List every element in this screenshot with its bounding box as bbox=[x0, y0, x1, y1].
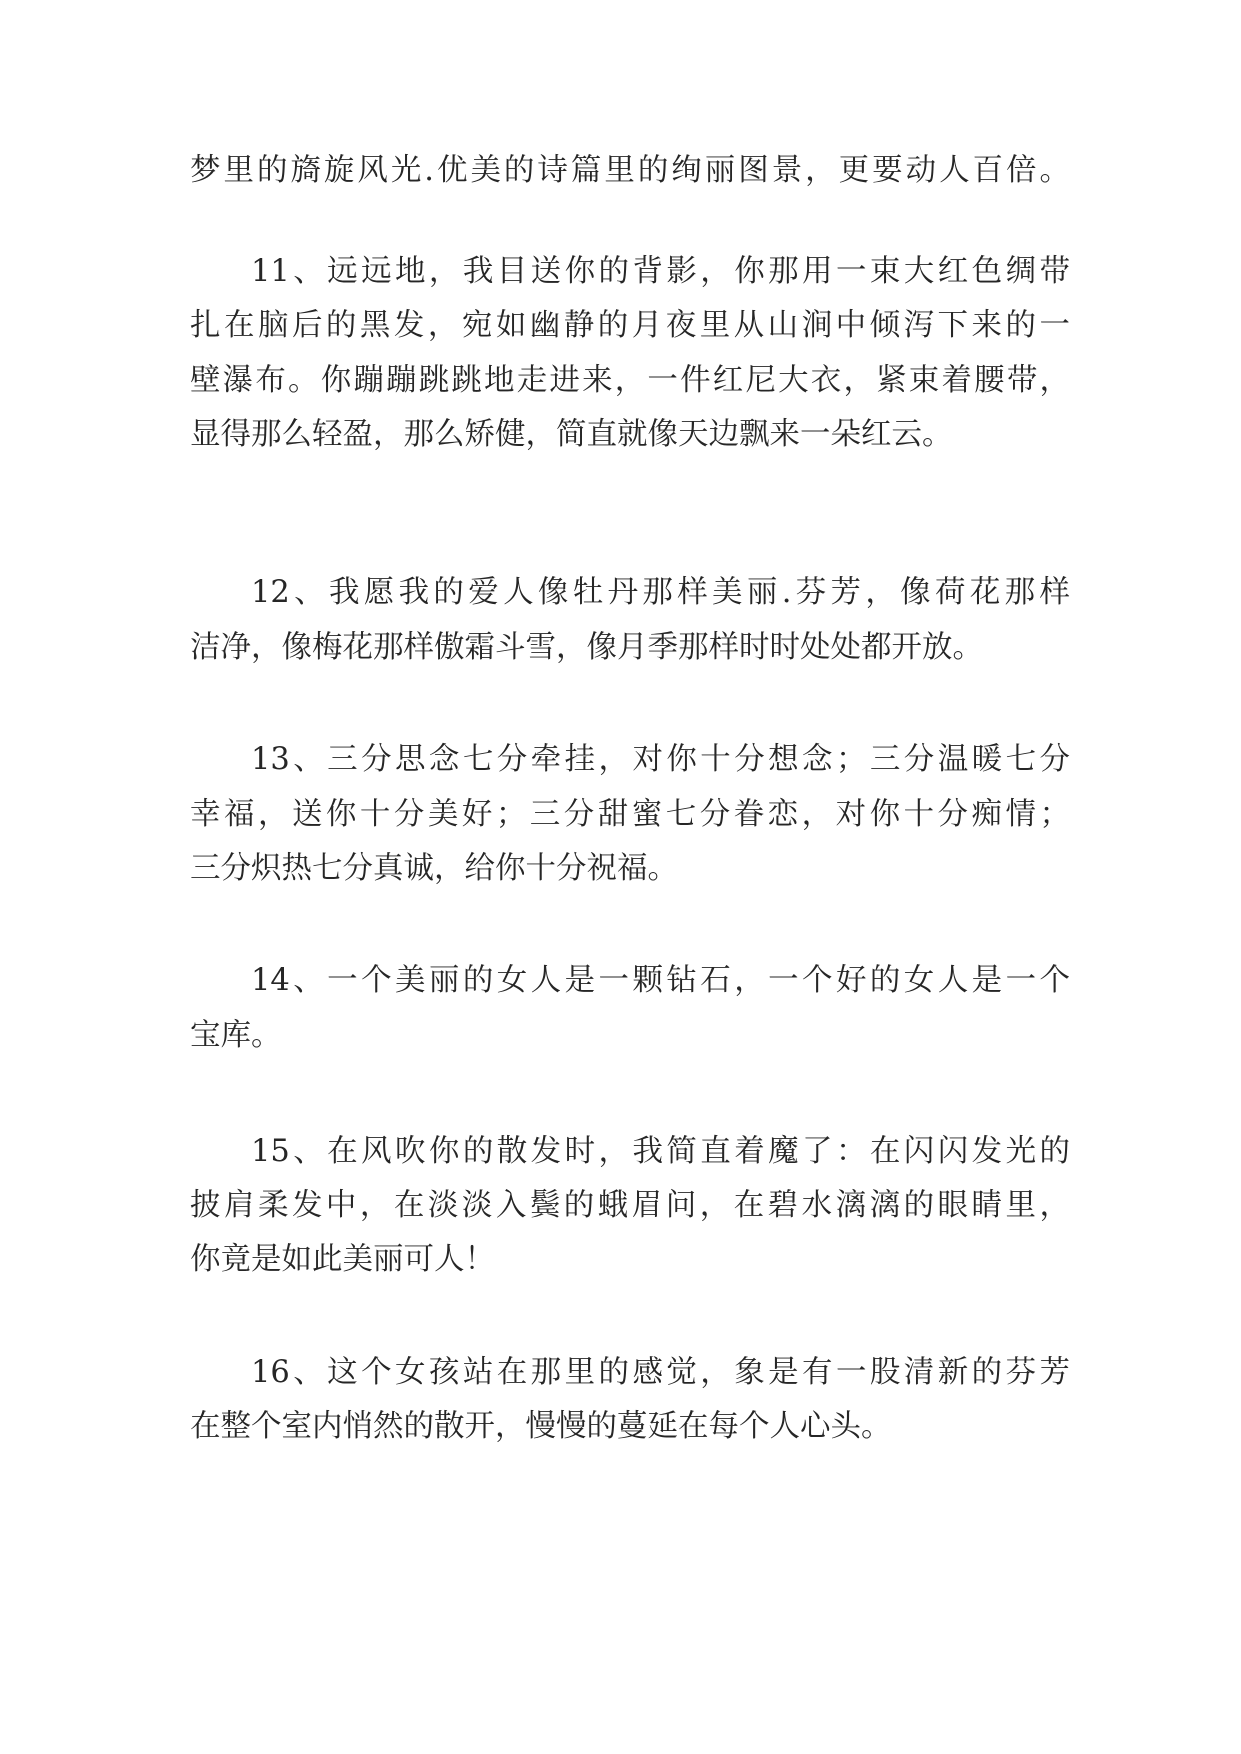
text-line: 你竟是如此美丽可人！ bbox=[190, 1242, 495, 1277]
text-line: 披肩柔发中，在淡淡入鬓的蛾眉问，在碧水漓漓的眼睛里， bbox=[190, 1188, 1070, 1223]
text-line: 洁净，像梅花那样傲霜斗雪，像月季那样时时处处都开放。 bbox=[190, 630, 983, 665]
text-line: 扎在脑后的黑发，宛如幽静的月夜里从山涧中倾泻下来的一 bbox=[190, 308, 1070, 343]
paragraph-first-line: 15、在风吹你的散发时，我简直着魔了：在闪闪发光的 bbox=[251, 1134, 1070, 1169]
text-line: 幸福，送你十分美好；三分甜蜜七分眷恋，对你十分痴情； bbox=[190, 797, 1070, 832]
paragraph-first-line: 12、我愿我的爱人像牡丹那样美丽.芬芳，像荷花那样 bbox=[251, 575, 1070, 610]
text-line: 壁瀑布。你蹦蹦跳跳地走进来，一件红尼大衣，紧束着腰带， bbox=[190, 363, 1070, 398]
text-line: 梦里的旖旋风光.优美的诗篇里的绚丽图景，更要动人百倍。 bbox=[190, 153, 1070, 188]
text-line: 显得那么轻盈，那么矫健，简直就像天边飘来一朵红云。 bbox=[190, 417, 953, 452]
text-line: 三分炽热七分真诚，给你十分祝福。 bbox=[190, 851, 678, 886]
paragraph-first-line: 13、三分思念七分牵挂，对你十分想念；三分温暖七分 bbox=[251, 742, 1070, 777]
paragraph-first-line: 14、一个美丽的女人是一颗钻石，一个好的女人是一个 bbox=[251, 963, 1070, 998]
paragraph-first-line: 11、远远地，我目送你的背影，你那用一束大红色绸带 bbox=[251, 254, 1070, 289]
paragraph-first-line: 16、这个女孩站在那里的感觉，象是有一股清新的芬芳 bbox=[251, 1355, 1070, 1390]
text-line: 宝库。 bbox=[190, 1018, 282, 1053]
text-line: 在整个室内悄然的散开，慢慢的蔓延在每个人心头。 bbox=[190, 1409, 892, 1444]
